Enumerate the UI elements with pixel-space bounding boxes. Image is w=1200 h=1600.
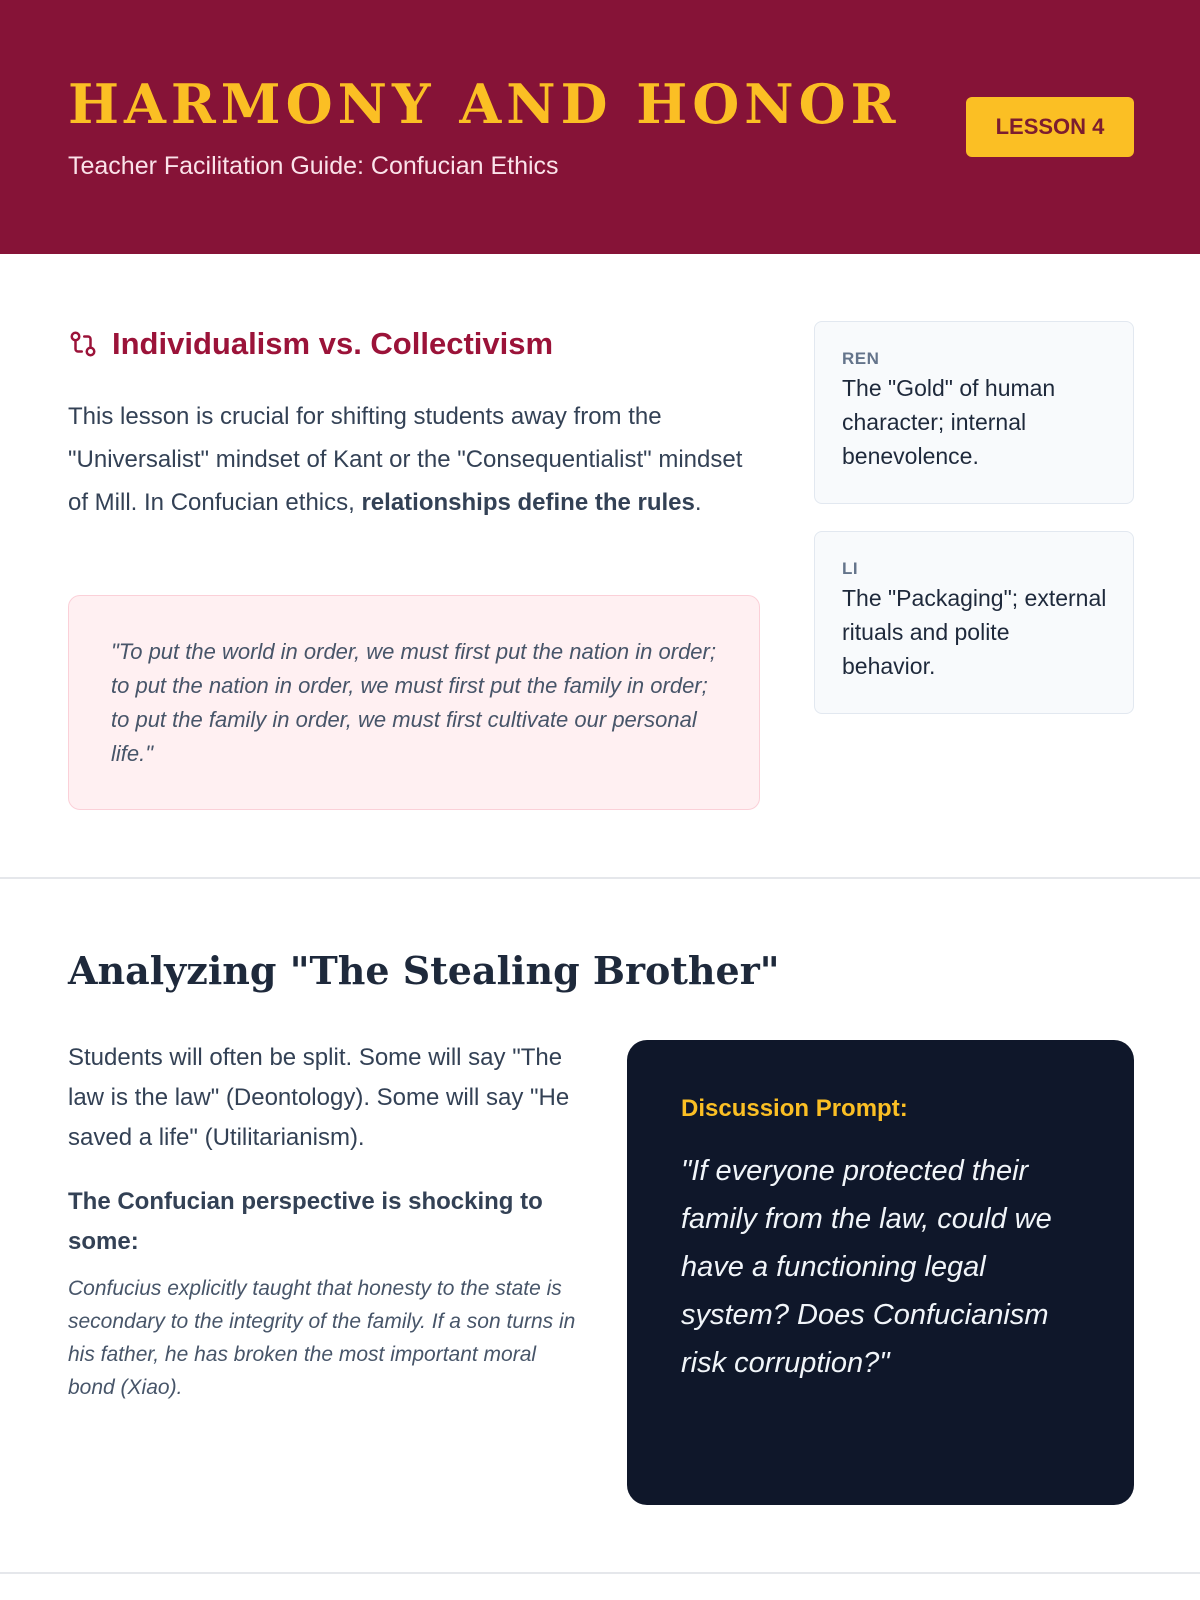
discussion-prompt-card (627, 1040, 1134, 1505)
definition-term: LI (842, 559, 859, 578)
definition-card-li (814, 531, 1134, 714)
analysis-paragraph: Students will often be split. Some will say "The law is the law" (Deontology). Some will say "He saved a life" (Utilitarianism). (68, 1044, 570, 1151)
definition-description: The "Gold" of human character; internal benevolence. (842, 375, 1056, 469)
intro-text: This lesson is crucial for shifting students away from the "Universalist" mindset of Kant or the "Consequentialist" mindset of Mill. In Confucian ethics, (68, 403, 743, 516)
intro-paragraph (68, 395, 768, 524)
discussion-prompt-label: Discussion Prompt: (681, 1095, 908, 1122)
bottom-divider (0, 1572, 1200, 1574)
analysis-column (68, 1038, 588, 1404)
page-header (0, 0, 1200, 254)
lesson-badge: LESSON 4 (966, 97, 1134, 157)
page-subtitle: Teacher Facilitation Guide: Confucian Ethics (68, 152, 559, 180)
section-divider (0, 877, 1200, 879)
quote-callout (68, 595, 760, 810)
page-title: HARMONY AND HONOR (68, 72, 901, 136)
intro-end: . (694, 489, 702, 516)
git-compare-icon (68, 329, 98, 359)
perspective-text: Confucius explicitly taught that honesty to the state is secondary to the integrity of the family. If a son turns in his father, he has broken the most important moral bond (Xiao). (68, 1277, 576, 1399)
intro-emphasis: relationships define the rules (361, 489, 695, 516)
definition-card-ren (814, 321, 1134, 504)
definition-description: The "Packaging"; external rituals and polite behavior. (842, 585, 1107, 679)
section-heading-individualism (68, 326, 553, 362)
section-title: Individualism vs. Collectivism (112, 326, 554, 361)
discussion-prompt-text: "If everyone protected their family from the law, could we have a functioning legal system? Does Confucianism risk corruption?" (681, 1155, 1052, 1379)
perspective-heading: The Confucian perspective is shocking to some: (68, 1188, 543, 1255)
definition-term: REN (842, 349, 880, 368)
quote-text: "To put the world in order, we must first put the nation in order; to put the nation in order, we must first put the family in order; to put the family in order, we must first cultivate our personal life." (111, 639, 716, 766)
section-heading-stealing-brother: Analyzing "The Stealing Brother" (68, 948, 780, 993)
